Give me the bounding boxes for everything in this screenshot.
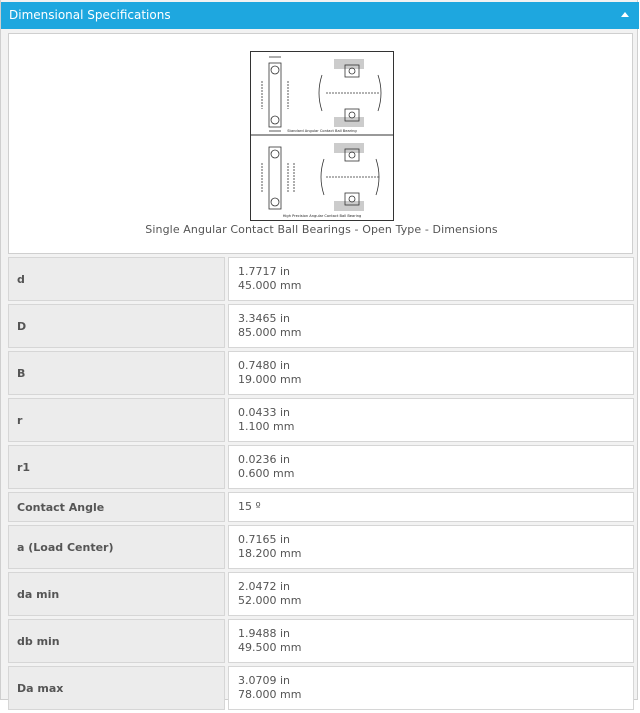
- spec-value: [228, 351, 634, 395]
- spec-label: Da max: [8, 666, 225, 710]
- spec-row-r1: [8, 445, 635, 489]
- spec-row-r: [8, 398, 635, 442]
- spec-value: [228, 304, 634, 348]
- spec-value-mm: 18.200 mm: [238, 547, 302, 560]
- spec-value-in: 1.7717 in: [238, 265, 291, 278]
- panel-header[interactable]: [1, 2, 639, 29]
- spec-value-in: 15 º: [238, 500, 261, 513]
- spec-label: Contact Angle: [8, 492, 225, 522]
- spec-value: [228, 257, 634, 301]
- spec-value: [228, 572, 634, 616]
- spec-value: [228, 492, 634, 522]
- spec-label: d: [8, 257, 225, 301]
- spec-label: r1: [8, 445, 225, 489]
- spec-value-mm: 45.000 mm: [238, 279, 302, 292]
- spec-value: [228, 666, 634, 710]
- spec-row-contact-angle: [8, 492, 635, 522]
- spec-value: [228, 445, 634, 489]
- spec-value: [228, 398, 634, 442]
- spec-label: r: [8, 398, 225, 442]
- spec-value-in: 0.7480 in: [238, 359, 291, 372]
- bearing-figure: [8, 33, 633, 254]
- spec-value-mm: 1.100 mm: [238, 420, 295, 433]
- bearing-dimension-drawing: [250, 51, 394, 221]
- spec-row-d: [8, 257, 635, 301]
- spec-value-in: 0.7165 in: [238, 533, 291, 546]
- spec-label: db min: [8, 619, 225, 663]
- spec-value-mm: 19.000 mm: [238, 373, 302, 386]
- spec-value-in: 3.3465 in: [238, 312, 291, 325]
- spec-row-D: [8, 304, 635, 348]
- spec-label: a (Load Center): [8, 525, 225, 569]
- spec-value-mm: 85.000 mm: [238, 326, 302, 339]
- figure-caption: Single Angular Contact Ball Bearings - Open Type - Dimensions: [145, 223, 498, 236]
- spec-value: [228, 619, 634, 663]
- spec-value-mm: 0.600 mm: [238, 467, 295, 480]
- spec-value: [228, 525, 634, 569]
- spec-value-mm: 49.500 mm: [238, 641, 302, 654]
- svg-text:High Precision Angular Contact: High Precision Angular Contact Ball Bearing: [282, 214, 362, 218]
- collapse-arrow-icon[interactable]: [621, 12, 629, 17]
- spec-value-in: 0.0236 in: [238, 453, 291, 466]
- spec-value-in: 1.9488 in: [238, 627, 291, 640]
- spec-value-in: 0.0433 in: [238, 406, 291, 419]
- panel-title: Dimensional Specifications: [9, 8, 171, 22]
- spec-label: da min: [8, 572, 225, 616]
- specifications-table: [8, 257, 635, 713]
- spec-row-Da-max: [8, 666, 635, 710]
- spec-row-da-min: [8, 572, 635, 616]
- spec-value-mm: 52.000 mm: [238, 594, 302, 607]
- spec-label: D: [8, 304, 225, 348]
- spec-value-in: 2.0472 in: [238, 580, 291, 593]
- svg-text:Standard Angular Contact Ball: Standard Angular Contact Ball Bearing: [287, 129, 357, 133]
- spec-value-mm: 78.000 mm: [238, 688, 302, 701]
- spec-value-in: 3.0709 in: [238, 674, 291, 687]
- spec-row-db-min: [8, 619, 635, 663]
- spec-row-load-center: [8, 525, 635, 569]
- spec-label: B: [8, 351, 225, 395]
- spec-row-B: [8, 351, 635, 395]
